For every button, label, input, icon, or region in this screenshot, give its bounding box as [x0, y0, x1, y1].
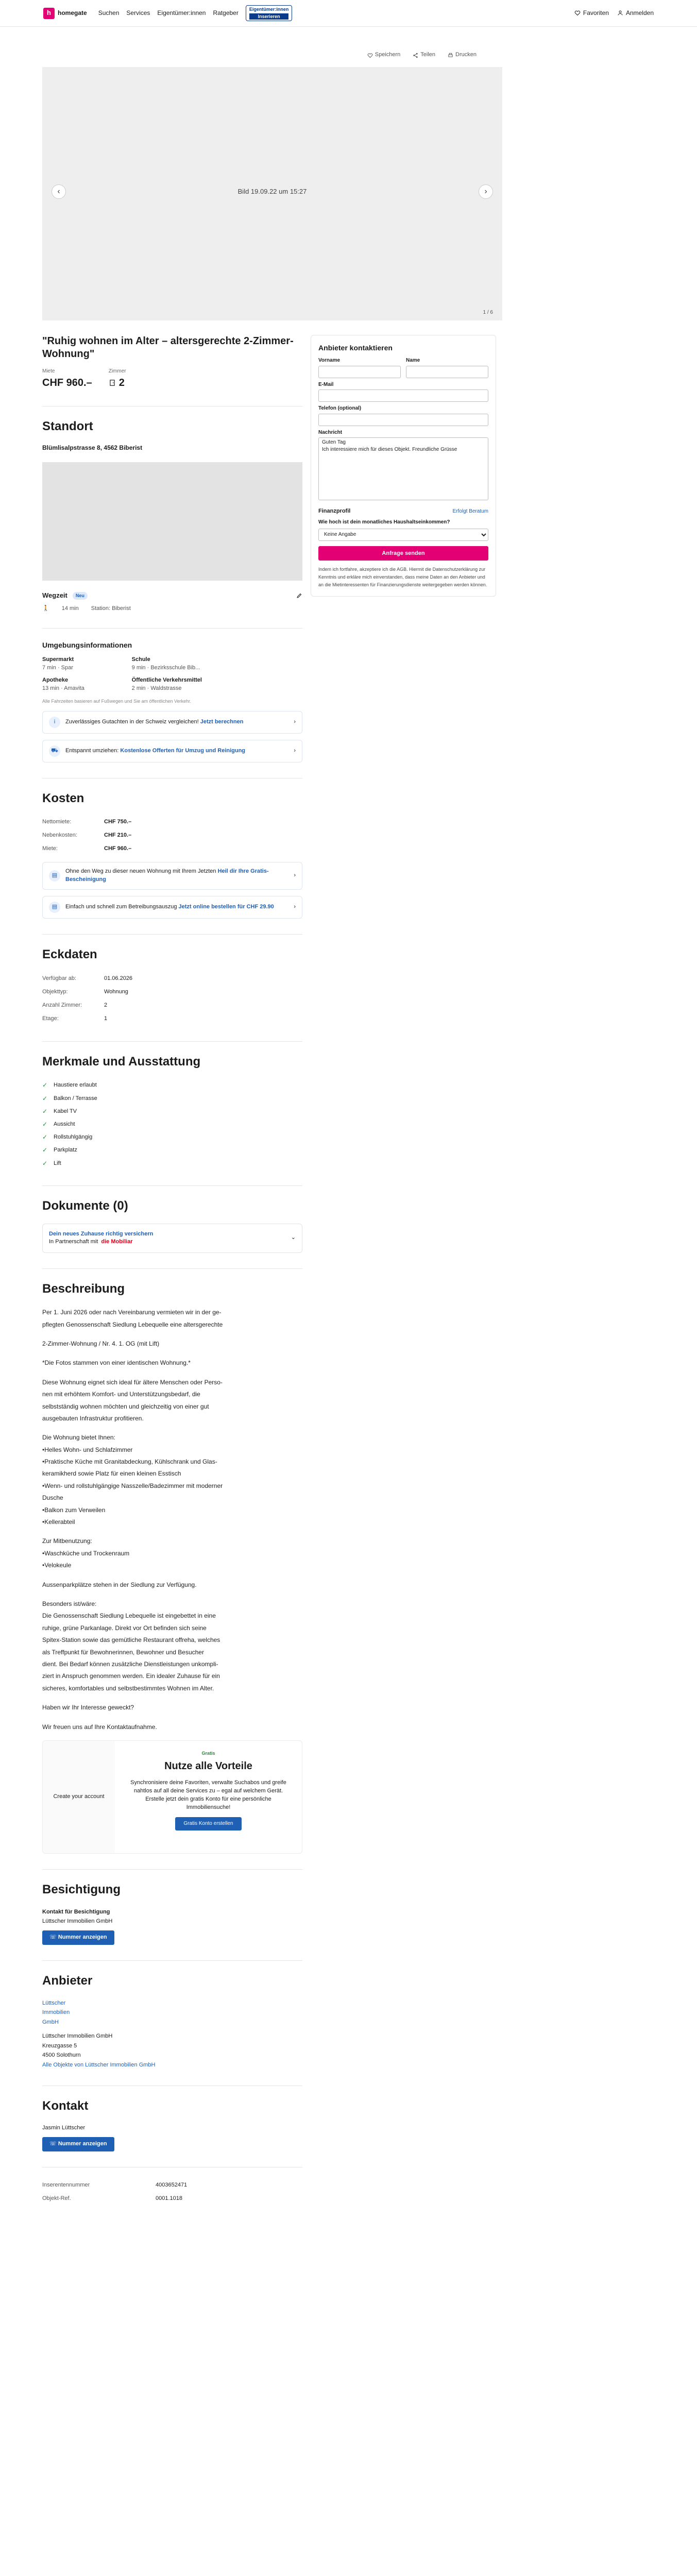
main-nav — [98, 9, 239, 18]
last-name-input[interactable] — [406, 366, 488, 378]
poi-value: 2 min · Waldstrasse — [131, 685, 182, 691]
insurance-title: Dein neues Zuhause richtig versichern — [49, 1230, 154, 1237]
location-section — [42, 406, 302, 613]
destination-time: 14 min — [61, 605, 79, 612]
check-icon: ✓ — [42, 1107, 48, 1115]
rent-label: Miete — [42, 368, 55, 374]
cost-value: CHF 750.– — [104, 819, 132, 825]
rent-value: CHF 960.– — [42, 377, 92, 388]
feature-label: Lift — [54, 1160, 61, 1166]
box-text: Entspannt umziehen: — [65, 747, 119, 754]
promo-illustration: Create your account — [43, 1741, 115, 1853]
new-badge: Neu — [73, 592, 88, 600]
description-paragraph: Haben wir Ihr Interesse geweckt? — [42, 1704, 134, 1711]
chevron-right-icon: › — [294, 904, 296, 910]
cost-label: Nettomiete: — [42, 819, 72, 825]
listing-actions — [0, 27, 697, 64]
show-number-label: Nummer anzeigen — [58, 1934, 107, 1941]
surroundings-heading: Umgebungsinformationen — [42, 641, 132, 650]
poi-value: 7 min · Spar — [42, 664, 73, 671]
truck-icon: ⛟ — [49, 745, 60, 757]
provider-city: 4500 Solothurn — [42, 2052, 81, 2059]
feature-label: Parkplatz — [54, 1147, 77, 1154]
details-heading: Eckdaten — [42, 947, 97, 962]
detail-value: 2 — [104, 1002, 108, 1008]
chevron-left-icon: ‹ — [57, 187, 60, 196]
feature-label: Balkon / Terrasse — [54, 1095, 97, 1101]
document-icon: ▤ — [49, 870, 60, 882]
form-heading: Anbieter kontaktieren — [318, 344, 393, 352]
income-question: Wie hoch ist dein monatliches Haushaltseinkommen? — [318, 519, 450, 526]
door-icon — [109, 379, 116, 386]
feature-item — [42, 1131, 302, 1144]
check-icon: ✓ — [42, 1159, 48, 1167]
feature-item — [42, 1144, 302, 1157]
description-paragraph: *Die Fotos stammen von einer identischen Wohnung.* — [42, 1359, 191, 1367]
logo-mark-icon: h — [43, 8, 55, 19]
insurance-sub: In Partnerschaft mit — [49, 1239, 98, 1245]
ids-section — [42, 2167, 302, 2206]
message-label: Nachricht — [318, 429, 343, 435]
print-button[interactable] — [448, 46, 477, 64]
poi-title: Supermarkt — [42, 656, 74, 663]
mobiliar-logo: die Mobiliar — [101, 1239, 133, 1245]
poi-title: Öffentliche Verkehrsmittel — [131, 676, 202, 683]
location-heading: Standort — [42, 419, 93, 433]
info-icon: i — [49, 717, 60, 728]
valuation-box[interactable] — [42, 711, 302, 734]
create-account-button[interactable]: Gratis Konto erstellen — [175, 1817, 241, 1831]
debt-extract-box[interactable] — [42, 896, 302, 919]
provider-street: Kreuzgasse 5 — [42, 2042, 77, 2049]
nav-suchen[interactable]: Suchen — [98, 9, 120, 16]
login-label: Anmelden — [625, 9, 654, 16]
contact-name: Jasmin Lüttscher — [42, 2125, 86, 2131]
detail-label: Verfügbar ab: — [42, 975, 77, 981]
box-text: Ohne den Weg zu dieser neuen Wohnung mit Ihrem Jetzten — [65, 868, 216, 875]
box-link[interactable]: Kostenlose Offerten für Umzug und Reinigung — [120, 747, 246, 754]
rooms-label: Zimmer — [108, 368, 126, 374]
gallery-prev-button[interactable] — [52, 184, 66, 199]
phone-label: Telefon (optional) — [318, 405, 362, 412]
id-label: Objekt-Ref. — [42, 2195, 71, 2201]
description-paragraph: Aussenparkplätze stehen in der Siedlung zur Verfügung. — [42, 1581, 197, 1588]
id-row — [42, 2179, 302, 2192]
provider-section — [42, 1960, 302, 2070]
promo-top-text: Eigentümer:innen — [249, 6, 289, 12]
check-icon: ✓ — [42, 1146, 48, 1154]
poi-value: 9 min · Bezirksschule Bib... — [131, 664, 200, 671]
description-paragraph: Wir freuen uns auf Ihre Kontaktaufnahme. — [42, 1723, 157, 1731]
show-number-button[interactable] — [42, 1930, 114, 1945]
email-label: E-Mail — [318, 381, 334, 387]
id-value: 4003652471 — [156, 2182, 188, 2189]
gallery-counter: 1 / 6 — [483, 309, 493, 315]
cost-row — [42, 842, 302, 856]
detail-row — [42, 972, 302, 986]
cost-value: CHF 210.– — [104, 832, 132, 839]
logo-text: homegate — [58, 9, 87, 16]
save-button[interactable] — [367, 46, 401, 64]
box-link[interactable]: Heil dir Ihre Gratis-Bescheinigung — [65, 868, 269, 883]
description-paragraph: Die Wohnung bietet Ihnen: •Helles Wohn- und Schlafzimmer •Praktische Küche mit Granitabdeckung, Kühlschrank und Glas- keramikherd sowie Platz für einen kleinen Esstisch •Wenn- und rollstuhlgängige Nasszelle/Badezimmer mit moderner Dusche •Balkon zum Verweilen •Kellerabteil — [42, 1434, 223, 1526]
detail-value: 01.06.2026 — [104, 975, 133, 981]
detail-label: Anzahl Zimmer: — [42, 1002, 82, 1008]
box-link[interactable]: Jetzt online bestellen für CHF 29.90 — [178, 904, 274, 910]
documents-heading: Dokumente (0) — [42, 1198, 128, 1213]
box-link[interactable]: Jetzt berechnen — [200, 718, 244, 725]
costs-section — [42, 778, 302, 919]
cost-label: Miete: — [42, 845, 58, 852]
poi-value: 13 min · Amavita — [42, 685, 84, 691]
gallery-caption: Bild 19.09.22 um 15:27 — [237, 188, 307, 195]
finance-link[interactable]: Erfolgt Beratum — [452, 508, 488, 514]
owner-promo-button[interactable] — [246, 5, 293, 22]
id-label: Inserentennummer — [42, 2182, 90, 2189]
details-section — [42, 934, 302, 1026]
detail-row — [42, 986, 302, 999]
document-icon: ▤ — [49, 902, 60, 913]
nav-services[interactable]: Services — [126, 9, 150, 16]
feature-item — [42, 1118, 302, 1131]
cost-value: CHF 960.– — [104, 845, 132, 852]
description-paragraph: Per 1. Juni 2026 oder nach Vereinbarung vermieten wir in der ge- pflegten Genossenschaft Siedlung Lebequelle eine altersgerechte — [42, 1309, 223, 1328]
detail-value: 1 — [104, 1015, 108, 1022]
heart-icon — [367, 53, 373, 58]
chevron-down-icon: ⌄ — [291, 1234, 296, 1241]
feature-item — [42, 1157, 302, 1170]
nav-ratgeber[interactable]: Ratgeber — [213, 9, 239, 16]
viewing-heading: Besichtigung — [42, 1882, 121, 1896]
rooms-value: 2 — [118, 377, 125, 388]
listing-title: "Ruhig wohnen im Alter – altersgerechte 2-Zimmer-Wohnung" — [42, 335, 294, 360]
documents-section — [42, 1185, 302, 1253]
location-map[interactable] — [42, 462, 302, 581]
viewing-section — [42, 1869, 302, 1945]
phone-icon: ☏ — [49, 1934, 58, 1941]
description-paragraph: Zur Mitbenutzung: •Waschküche und Trockenraum •Velokeule — [42, 1537, 130, 1569]
listing-main — [42, 335, 302, 2206]
image-gallery[interactable] — [42, 67, 502, 320]
promo-text: Synchronisiere deine Favoriten, verwalte Suchabos und greife nahtlos auf all deine Services zu – egal auf welchem Gerät. Erstelle jetzt dein gratis Konto für eine persönliche Immobiliensuche! — [130, 1779, 286, 1810]
message-input[interactable] — [318, 437, 488, 500]
promo-title: Nutze alle Vorteile — [164, 1760, 252, 1772]
viewing-name: Lüttscher Immobilien GmbH — [42, 1918, 113, 1925]
feature-label: Kabel TV — [54, 1108, 77, 1114]
share-button[interactable] — [413, 46, 435, 64]
route-label: Wegzeit — [42, 591, 67, 599]
check-icon: ✓ — [42, 1120, 48, 1128]
costs-heading: Kosten — [42, 791, 84, 805]
favorites-link[interactable] — [574, 9, 609, 18]
feature-label: Aussicht — [54, 1121, 75, 1127]
viewing-label: Kontakt für Besichtigung — [42, 1908, 110, 1915]
feature-label: Rollstuhlgängig — [54, 1134, 93, 1141]
feature-item — [42, 1079, 302, 1092]
share-label: Teilen — [420, 52, 436, 58]
detail-value: Wohnung — [104, 988, 128, 995]
detail-row — [42, 999, 302, 1012]
features-heading: Merkmale und Ausstattung — [42, 1054, 201, 1069]
save-label: Speichern — [375, 52, 401, 58]
description-heading: Beschreibung — [42, 1282, 125, 1296]
top-header — [0, 0, 697, 27]
box-text: Zuverlässiges Gutachten in der Schweiz vergleichen! — [65, 718, 199, 725]
provider-name: Lüttscher Immobilien GmbH — [42, 2032, 113, 2039]
heart-icon — [574, 10, 581, 16]
cost-row — [42, 816, 302, 829]
poi-title: Schule — [131, 656, 150, 663]
feature-item — [42, 1092, 302, 1105]
homegate-logo[interactable] — [43, 8, 87, 19]
first-name-input[interactable] — [318, 366, 401, 378]
last-name-label: Name — [406, 358, 420, 364]
detail-label: Etage: — [42, 1015, 59, 1022]
user-icon — [617, 10, 623, 16]
check-icon: ✓ — [42, 1133, 48, 1141]
provider-all-objects-link[interactable]: Alle Objekte von Lüttscher Immobilien GmbH — [42, 2061, 156, 2068]
cost-label: Nebenkosten: — [42, 832, 77, 839]
detail-label: Objekttyp: — [42, 988, 68, 995]
listing-summary — [42, 335, 302, 391]
id-value: 0001.1018 — [156, 2195, 182, 2201]
description-section — [42, 1268, 302, 1854]
id-row — [42, 2192, 302, 2206]
provider-heading: Anbieter — [42, 1974, 93, 1988]
login-link[interactable] — [617, 9, 654, 18]
edit-icon[interactable] — [296, 592, 302, 599]
certificate-box[interactable] — [42, 862, 302, 890]
show-number-label: Nummer anzeigen — [58, 2141, 107, 2147]
surroundings-section — [42, 628, 302, 762]
account-promo-card — [42, 1740, 302, 1854]
poi-title: Apotheke — [42, 676, 69, 683]
contact-section — [42, 2086, 302, 2151]
contact-form — [311, 335, 496, 597]
share-icon — [413, 53, 418, 58]
show-number-button[interactable] — [42, 2137, 114, 2151]
description-paragraph: Besonders ist/wäre: Die Genossenschaft Siedlung Lebequelle ist eingebettet in eine ruhige, grüne Parkanlage. Direkt vor Ort befinden sich seine Spitex-Station sowie das gemütliche Restaurant offreha, welches als Treffpunkt für Bewohnerinnen, Bewohner und Besucher dient. Bei Bedarf können zusätzliche Dienstleistungen unkompli- ziert in Anspruch genommen werden. Ein idealer Zuhause für ein sicheres, komfortables und selbstbestimmtes Wohnen im Alter. — [42, 1600, 220, 1692]
email-input[interactable] — [318, 389, 488, 402]
finance-title: Finanzprofil — [318, 508, 351, 515]
check-icon: ✓ — [42, 1094, 48, 1102]
feature-label: Haustiere erlaubt — [54, 1082, 97, 1089]
description-paragraph: 2-Zimmer-Wohnung / Nr. 4. 1. OG (mit Lift) — [42, 1340, 160, 1347]
cost-row — [42, 829, 302, 842]
phone-icon: ☏ — [49, 2141, 58, 2147]
gallery-next-button[interactable] — [479, 184, 493, 199]
print-label: Drucken — [455, 52, 477, 58]
print-icon — [448, 53, 453, 58]
nav-owners[interactable]: Eigentümer:innen — [157, 9, 206, 16]
walk-icon: 🚶 — [42, 605, 49, 612]
send-inquiry-button[interactable]: Anfrage senden — [318, 546, 488, 561]
box-text: Einfach und schnell zum Betreibungsauszug — [65, 904, 177, 910]
chevron-right-icon: › — [294, 872, 296, 879]
chevron-right-icon: › — [294, 718, 296, 725]
form-legal-text: Indem ich fortfahre, akzeptiere ich die AGB. Hiermit die Datenschutzerklärung zur Kenntnis und erkläre mich einverstanden, dass meine Daten an den Anbieter und an die Mietinteressenten für Finanzierungsdienste weitergegeben werden können. — [318, 566, 487, 588]
feature-item — [42, 1105, 302, 1118]
phone-input[interactable] — [318, 414, 488, 426]
check-icon: ✓ — [42, 1081, 48, 1089]
address: Blümlisalpstrasse 8, 4562 Biberist — [42, 444, 143, 452]
destination-label: Station: Biberist — [91, 605, 131, 612]
moving-offer-box[interactable] — [42, 740, 302, 762]
promo-bottom-text: Inserieren — [249, 13, 289, 20]
description-paragraph: Diese Wohnung eignet sich ideal für ältere Menschen oder Perso- nen mit erhöhtem Komfort- und Unterstützungsbedarf, die selbstständig wohnen möchten und gleichzeitig von einer gut ausgebauten Infrastruktur profitieren. — [42, 1378, 223, 1422]
detail-row — [42, 1012, 302, 1026]
chevron-right-icon: › — [484, 187, 487, 196]
insurance-box[interactable] — [42, 1224, 302, 1253]
income-select[interactable] — [318, 529, 488, 541]
chevron-right-icon: › — [294, 747, 296, 754]
first-name-label: Vorname — [318, 358, 341, 364]
contact-heading: Kontakt — [42, 2098, 89, 2113]
promo-tag: Gratis — [201, 1750, 215, 1756]
provider-logo[interactable]: Lüttscher Immobilien GmbH — [42, 1999, 70, 2026]
surroundings-note: Alle Fahrzeiten basieren auf Fußwegen und Sie am öffentlichen Verkehr. — [42, 698, 192, 704]
features-section — [42, 1041, 302, 1170]
favorites-label: Favoriten — [583, 9, 609, 16]
